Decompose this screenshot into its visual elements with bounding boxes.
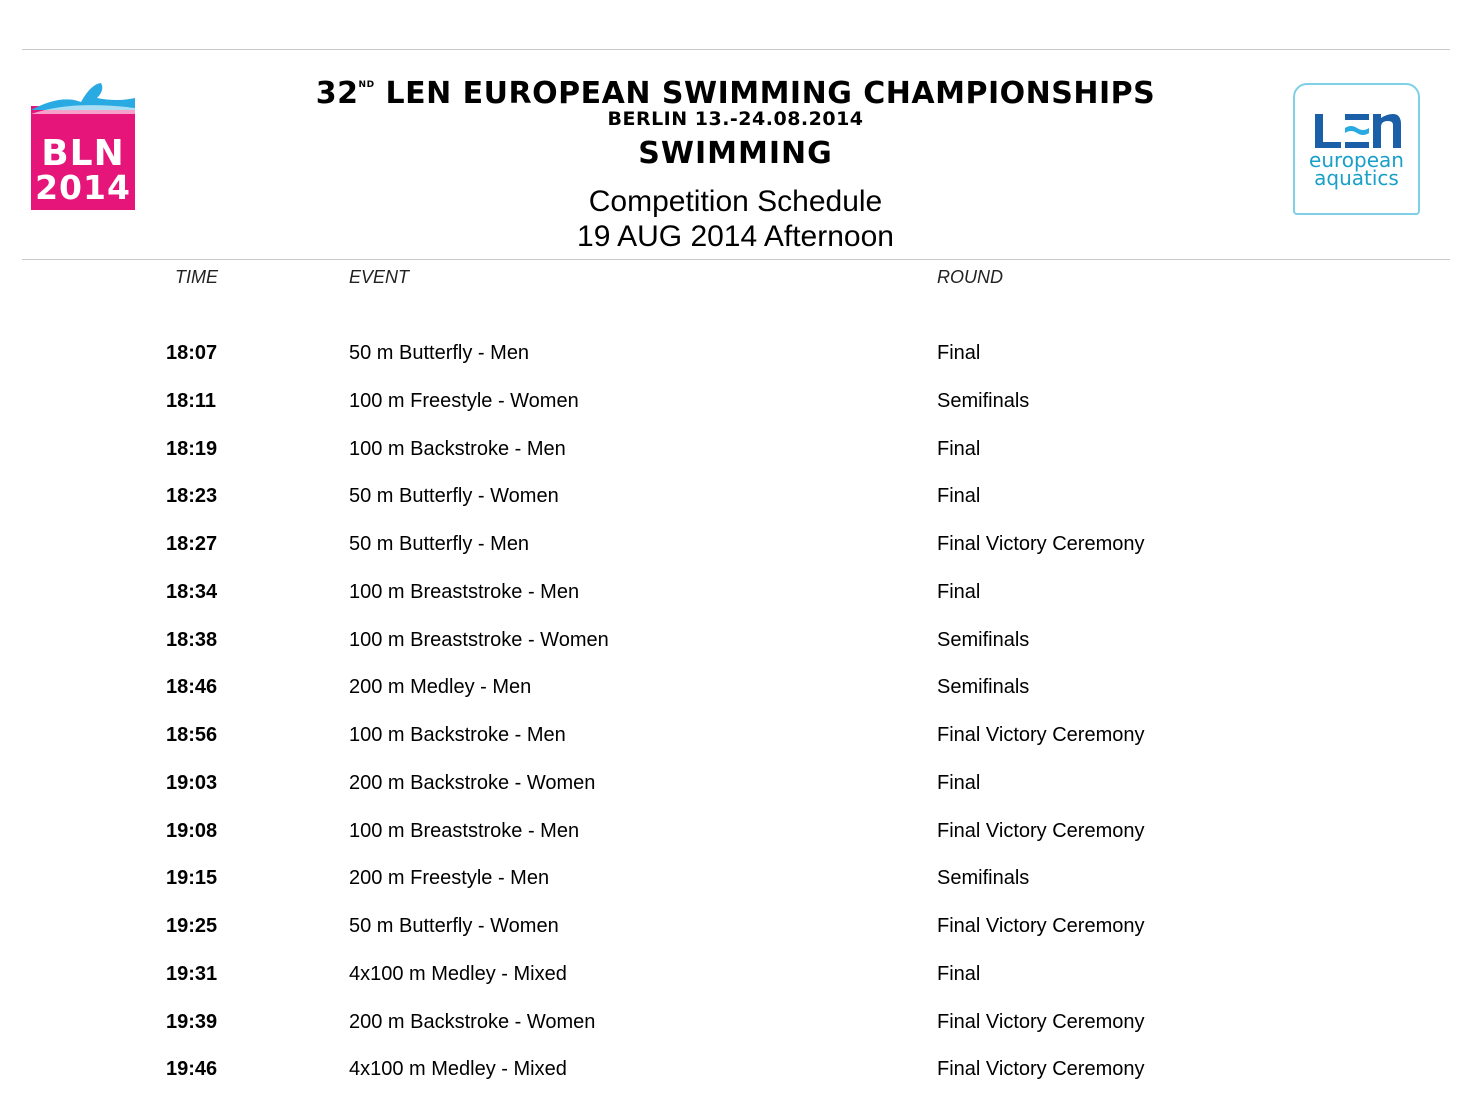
bln-logo-line2: 2014 — [35, 168, 131, 207]
row-round: Final Victory Ceremony — [937, 915, 1145, 937]
table-row — [0, 388, 1471, 436]
row-event: 200 m Backstroke - Women — [349, 771, 596, 794]
title-number: 32 — [315, 76, 359, 111]
row-event: 100 m Breaststroke - Men — [349, 819, 580, 842]
row-event: 50 m Butterfly - Men — [349, 533, 530, 555]
table-row — [0, 818, 1471, 866]
row-event: 200 m Freestyle - Men — [349, 867, 550, 890]
table-row — [0, 579, 1471, 627]
row-time: 18:46 — [166, 676, 218, 699]
table-row — [0, 627, 1471, 675]
row-event: 100 m Backstroke - Men — [349, 724, 566, 746]
table-row — [0, 1009, 1471, 1057]
row-event: 200 m Medley - Men — [349, 676, 532, 699]
row-time: 18:23 — [166, 485, 218, 508]
schedule-date: 19 AUG 2014 Afternoon — [577, 220, 894, 253]
row-round: Final — [937, 962, 981, 985]
schedule-title: Competition Schedule — [588, 185, 883, 218]
row-time: 19:25 — [166, 915, 218, 937]
table-row — [0, 1056, 1471, 1104]
row-round: Final — [937, 771, 981, 794]
table-row — [0, 436, 1471, 484]
table-row — [0, 674, 1471, 722]
row-time: 18:56 — [166, 724, 218, 746]
row-round: Final — [937, 437, 981, 460]
table-row — [0, 770, 1471, 818]
row-time: 19:08 — [166, 819, 218, 842]
row-round: Semifinals — [937, 676, 1030, 699]
row-time: 18:34 — [166, 580, 218, 603]
row-time: 19:15 — [166, 867, 218, 890]
row-round: Semifinals — [937, 867, 1030, 890]
column-header-time: TIME — [175, 267, 218, 287]
row-round: Final Victory Ceremony — [937, 1010, 1145, 1033]
row-time: 18:19 — [166, 437, 218, 460]
column-header-round: ROUND — [937, 267, 1003, 287]
row-round: Final — [937, 485, 981, 508]
len-logo-line1: european — [1309, 148, 1404, 172]
row-round: Final Victory Ceremony — [937, 819, 1145, 842]
row-round: Final — [937, 580, 981, 603]
table-row — [0, 961, 1471, 1009]
row-time: 18:38 — [166, 628, 218, 651]
row-round: Final Victory Ceremony — [937, 533, 1145, 555]
table-row — [0, 531, 1471, 579]
title-text: LEN EUROPEAN SWIMMING CHAMPIONSHIPS — [385, 76, 1156, 111]
table-row — [0, 722, 1471, 770]
row-time: 19:39 — [166, 1010, 218, 1033]
bln-logo-line1: BLN — [41, 133, 125, 174]
len-mark-icon — [1311, 112, 1405, 150]
row-event: 200 m Backstroke - Women — [349, 1010, 596, 1033]
row-event: 100 m Freestyle - Women — [349, 389, 579, 412]
table-row — [0, 913, 1471, 961]
row-event: 50 m Butterfly - Men — [349, 342, 530, 364]
row-event: 4x100 m Medley - Mixed — [349, 1058, 567, 1081]
table-row — [0, 340, 1471, 388]
column-header-event: EVENT — [349, 267, 410, 287]
row-event: 50 m Butterfly - Women — [349, 915, 559, 937]
schedule-table — [0, 340, 1471, 1104]
championship-subtitle: BERLIN 13.-24.08.2014 — [607, 108, 864, 130]
row-event: 4x100 m Medley - Mixed — [349, 962, 567, 985]
row-round: Semifinals — [937, 389, 1030, 412]
title-ordinal: ND — [358, 80, 375, 90]
row-round: Final — [937, 342, 981, 364]
row-time: 18:11 — [166, 389, 217, 412]
len-european-aquatics-logo — [1293, 83, 1420, 215]
row-time: 19:03 — [166, 771, 218, 794]
row-time: 19:31 — [166, 962, 218, 985]
row-event: 100 m Breaststroke - Men — [349, 580, 580, 603]
table-row — [0, 483, 1471, 531]
len-logo-line2: aquatics — [1314, 166, 1399, 190]
top-divider — [22, 49, 1450, 50]
row-event: 100 m Breaststroke - Women — [349, 628, 609, 651]
table-row — [0, 865, 1471, 913]
row-event: 100 m Backstroke - Men — [349, 437, 566, 460]
championship-title — [0, 76, 1471, 111]
row-time: 18:27 — [166, 533, 218, 555]
row-round: Semifinals — [937, 628, 1030, 651]
row-time: 19:46 — [166, 1058, 218, 1081]
header-divider — [22, 259, 1450, 260]
row-time: 18:07 — [166, 342, 218, 364]
sport-title: SWIMMING — [638, 136, 833, 171]
row-round: Final Victory Ceremony — [937, 1058, 1145, 1081]
row-event: 50 m Butterfly - Women — [349, 485, 559, 508]
row-round: Final Victory Ceremony — [937, 724, 1145, 746]
